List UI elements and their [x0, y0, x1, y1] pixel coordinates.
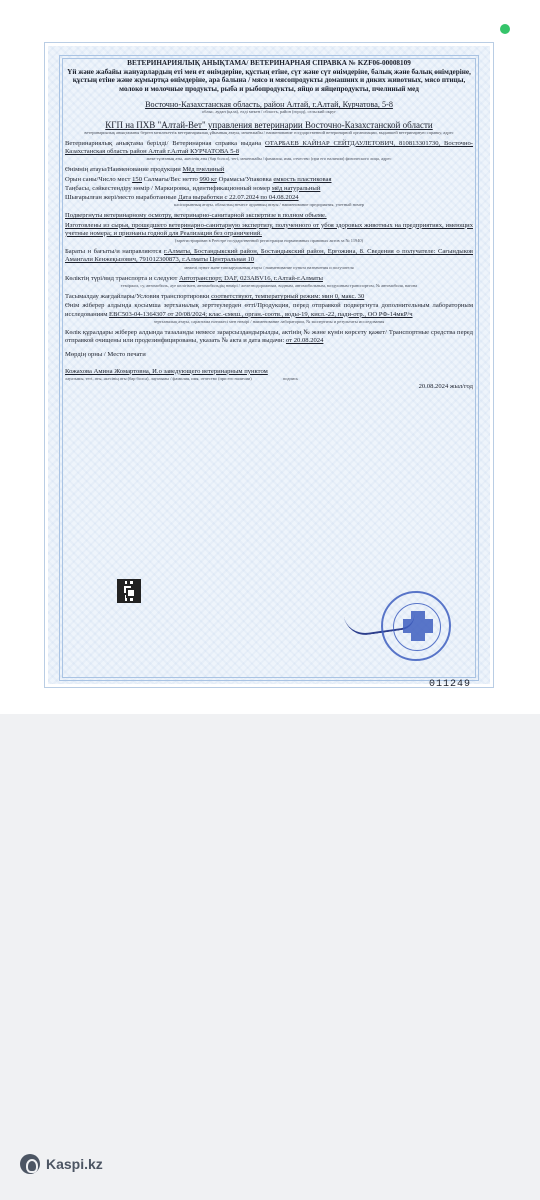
region-address: Восточно-Казахстанская область, район Алтай, г.Алтай, Курчатова, 5-8: [145, 100, 393, 110]
product-name-value: Мёд пчелиный: [182, 166, 225, 174]
product-weight-label: Салмағы/Вес нетто: [143, 175, 198, 183]
page-background: [0, 714, 540, 1200]
product-name-label: Өнімнің атауы/Наименование продукции: [65, 166, 181, 174]
product-pack-label: Орамасы/Упаковка: [218, 175, 272, 183]
region-address-caption: облыс, аудан (қала), елді мекен / область, район (город), сельский округ: [201, 109, 337, 115]
issue-date: 20.08.2024 жыл/год: [418, 383, 473, 391]
destination-row: [65, 248, 473, 264]
product-origin-value: Дата выработки с 22.07.2024 по 04.08.2024: [178, 194, 299, 201]
issued-to-label: Ветеринариялық анықтама берілді/ Ветеринарная справка выдана: [65, 139, 262, 147]
seal-place: Мөрдің орны / Место печати: [65, 351, 146, 359]
kaspi-logo-icon: [20, 1154, 40, 1174]
product-count-label: Орын саны/Число мест: [65, 175, 131, 183]
inspection-caption: (зарегистрирован в Реестре государственной регистрации нормативных правовых актов за № 11940): [174, 238, 364, 244]
veterinary-certificate-image[interactable]: [44, 42, 494, 688]
lab-label: Өнім жіберер алдында қосымша зертханалық зерттеулерден өтті/Продукция, перед отправкой подвергнута дополнительным лабораторным исследованиям: [65, 302, 473, 318]
product-marking-label: Таңбасы, сәйкестендіру нөмір / Маркировка, идентификационный номер: [65, 184, 271, 192]
product-quantity-row: [65, 176, 473, 184]
online-status-icon: [500, 24, 510, 34]
product-origin-row: [65, 194, 473, 202]
official-stamp-icon: [381, 591, 451, 661]
vehicle-value: от 20.08.2024: [285, 337, 324, 345]
certificate-title: ВЕТЕРИНАРИЯЛЫҚ АНЫҚТАМА/ ВЕТЕРИНАРНАЯ СПРАВКА № KZF06-00008109: [127, 59, 411, 67]
kaspi-brand-text: Kaspi.kz: [46, 1156, 103, 1172]
issued-to: [65, 140, 473, 156]
inspection-line-1: Подвергнуты ветеринарному осмотру, ветеринарно-санитарной экспертизе в полном объеме.: [65, 212, 327, 220]
issuing-organization-caption: ветеринариялық анықтаманы берген мемлекеттік ветеринариялық ұйымның атауы, мекенжайы / наименование государственной ветеринарной организации, выдавшей ветеринарную справку, адрес: [84, 129, 454, 135]
destination-caption: межелі пункт және тапсырушының атауы / наименование пункта назначения и получателя: [184, 264, 354, 270]
product-pack-value: емкость пластиковая: [273, 175, 332, 183]
stamp-cross-vertical: [411, 611, 425, 641]
lab-caption: зертханалық атауы, сараптама нәтижесі мен нөмірі / наименование лаборатории, № экспертизы и результаты исследования: [153, 318, 385, 324]
product-count-value: 150: [132, 175, 142, 183]
serial-number: 011249: [429, 679, 472, 688]
certificate-products: Үй және жабайы жануарлардың еті мен ет өнімдеріне, құстың етіне, сүт және сүт өнімдеріне, балық және балық өнімдеріне, құстың етіне және жұмыртқа өнімдеріне, ара балына / мясо и мясопродукты домашних и диких животных, мясо птицы, молоко и молочные продукты, рыба и рыбопродукты, яйцо и яйцепродукты, пчелиный мед: [67, 67, 471, 93]
conditions-row: [65, 293, 473, 301]
official-caption: [65, 376, 473, 381]
product-origin-label: Шығарылған жері/место выработанные: [65, 194, 177, 201]
product-origin-caption: кәсіпорынның атауы, облыстың немесе ауданның атауы / наименование предприятия, учетный номер: [174, 202, 364, 208]
destination-value: г.Алматы, Бостандыкский район, Бостандыкский район, Ерғожина, 8. Сведения о получателе: Сағындыков Амангали Кенжеқызович, 791012300873, г.Алматы Центральная 10: [65, 248, 473, 264]
transport-value: Автотранспорт, DAF, 023ABV16, г.Алтай-г.Алматы: [179, 274, 323, 282]
transport-label: Көліктің түрі/вид транспорта и следуют: [65, 274, 178, 282]
transport-caption: теміржол, су, автомобиль, әуе көлігімен, автомобильдің нөмірі / железнодорожным, водным, автомобильным, воздушным транспортом, № автомобиля, вагона: [120, 283, 418, 289]
vehicle-row: [65, 329, 473, 345]
conditions-label: Тасымалдау жағдайлары/Условия транспортировки: [65, 293, 210, 301]
issued-to-value: ОТАРБАЕВ КАЙНАР СЕЙТДАУЛЕТОВИЧ, 810813301730, Восточно-Казахстанская область район Алтай г.Алтай КУРЧАТОВА 5-8: [65, 139, 474, 155]
product-name-row: [65, 166, 473, 174]
vehicle-label: Көлік құралдары жіберер алдында тазаланды немесе зарарсыздандырылды, актінің № және күнін көрсету қажет/ Транспортные средства перед отправкой очищены или продезинфицированы, указать № акта и дата выдачи:: [65, 329, 473, 345]
qr-code-icon: [117, 579, 141, 603]
kaspi-brand: [20, 1154, 103, 1174]
product-marking-value: мёд натуральный: [271, 184, 321, 192]
conditions-value: соответствуют, температурный режим: мин 0, макс. 30: [211, 293, 365, 301]
transport-row: [65, 275, 473, 283]
official-caption-text: лауазымы, тегі, аты, әкесінің аты (бар болса), лауазымы / фамилия, имя, отчество (при его наличии): [65, 375, 252, 381]
lab-row: [65, 302, 473, 318]
product-weight-value: 990 кг: [199, 175, 217, 183]
stamp-cross-horizontal: [403, 619, 433, 633]
official-name: Кожахова Амина Жомартовна, И.о заведующего ветеринарным пунктом: [65, 367, 268, 375]
inspection-line-2: Изготовлены из сырья, прошедшего ветеринарно-санитарную экспертизу, полученного от убоя здоровых животных на предприятиях, имеющих учетные номера; и признаны годной для Реализация без ограничений.: [65, 221, 473, 237]
issued-to-caption: жеке тұлғаның аты, әкесінің аты (бар болса), тегі, мекенжайы / фамилия, имя, отчество (при его наличии) физического лица, адрес: [146, 156, 392, 162]
destination-label: Бараты н бағыты/и направляются: [65, 248, 162, 256]
issuing-organization: КГП на ПХВ "Алтай-Вет" управления ветеринарии Восточно-Казахстанской области: [105, 119, 433, 130]
lab-value: ЕВС503-04-1364307 от 20/08/2024; клас.-смеш., орган.-соотв., воды-19, кисл.-22, пади-отр., ОО РФ-14мкР/ч: [109, 310, 413, 318]
signature-caption: подпись: [282, 375, 299, 381]
product-marking-row: [65, 185, 473, 193]
